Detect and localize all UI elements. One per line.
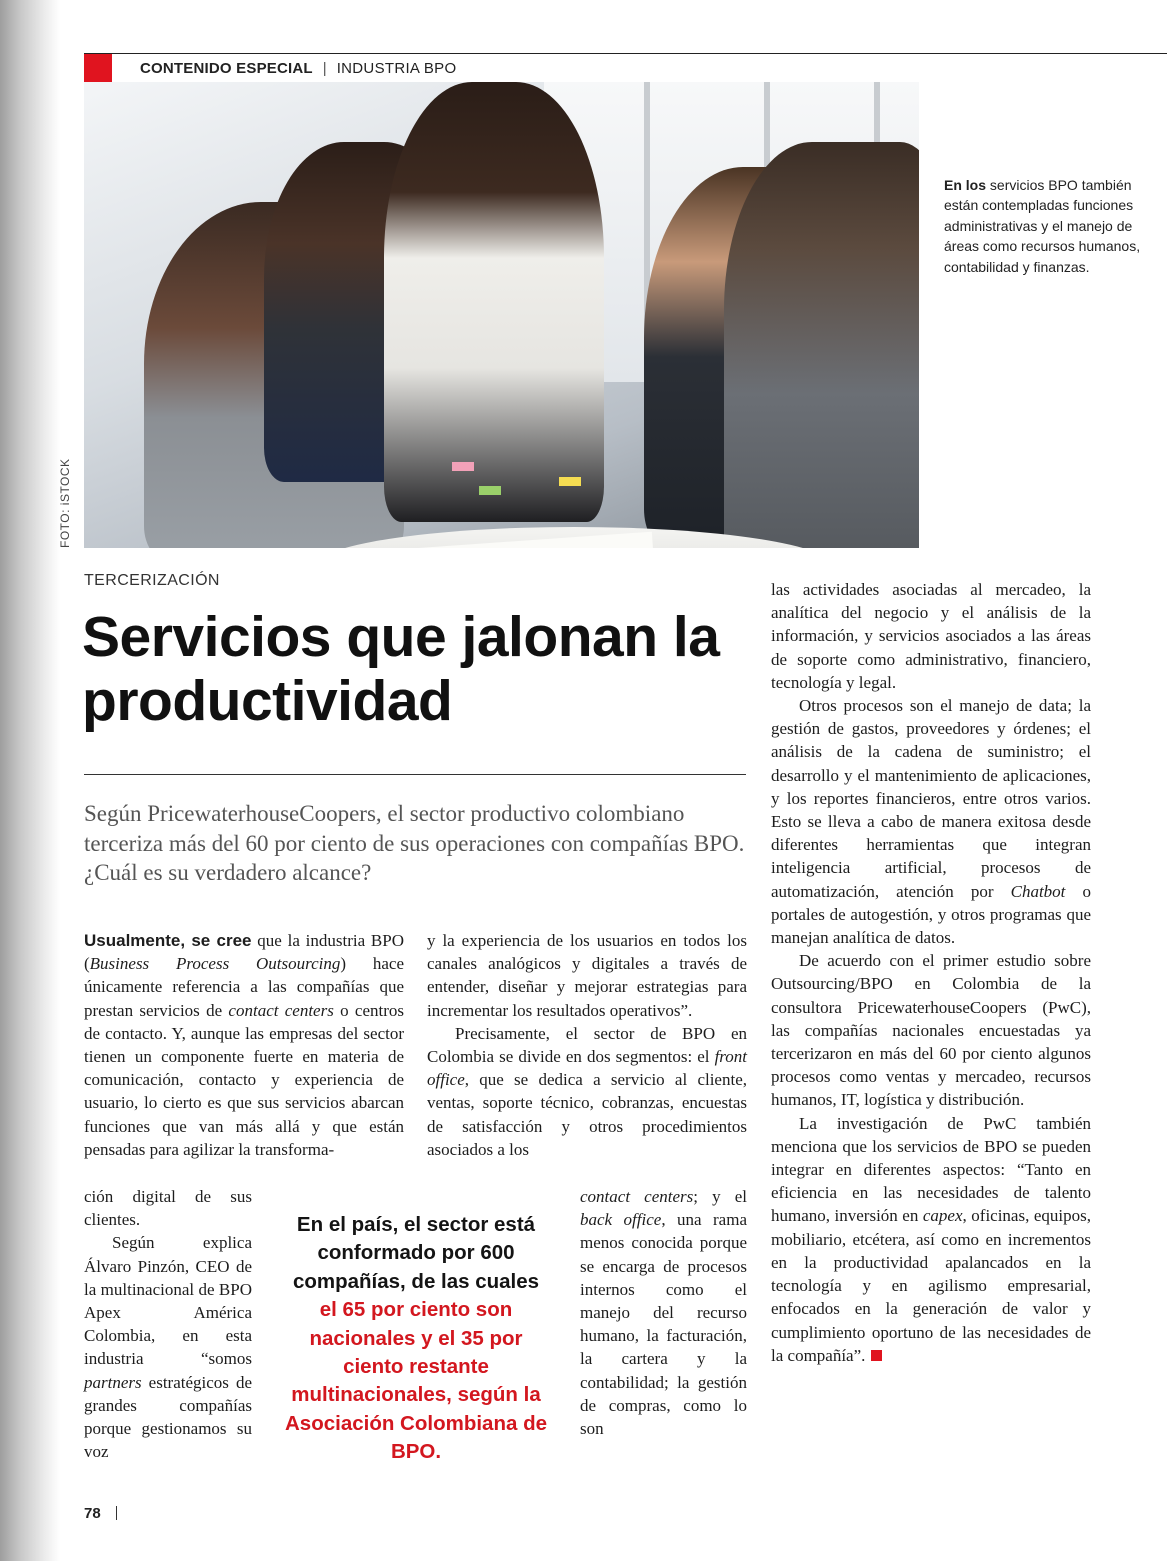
- paragraph: La investigación de PwC también menciona que los servicios de BPO se pueden integrar en diferentes aspectos: “Tanto en eficiencia en las necesidades de talento humano, inversión en capex, oficinas, equipos, mobiliario, etcétera, así como en incrementos en la productividad apalancados en la tecnología y en agilismo empresarial, enfocados en la generación de valor y cumplimiento oportuno de las necesidades de la compañía”.: [771, 1113, 1091, 1365]
- headline-rule: [84, 774, 746, 775]
- body-column-1: [84, 929, 404, 1161]
- photo-credit: FOTO: iSTOCK: [58, 458, 72, 548]
- paragraph: De acuerdo con el primer estudio sobre Outsourcing/BPO en Colombia de la consultora PricewaterhouseCoopers (PwC), las compañías nacionales encuestadas ya tercerizaron en más del 60 por ciento algunos procesos como ventas y mercadeo, recursos humanos, IT, logística y distribución.: [771, 951, 1091, 1110]
- paragraph: Otros procesos son el manejo de data; la gestión de gastos, proveedores y órdenes; el análisis de la cadena de suministro; el desarrollo y el mantenimiento de aplicaciones, y los reportes financieros, entre otros varios. Esto se lleva a cabo de manera exitosa desde diferentes herramientas que integran inteligencia artificial, procesos de automatización, atención por Chatbot o portales de autogestión, y otros programas que manejan analítica de datos.: [771, 696, 1091, 948]
- page-gutter-shadow: [0, 0, 60, 1561]
- end-of-article-mark: [871, 1350, 882, 1361]
- article-headline: Servicios que jalonan la productividad: [82, 605, 720, 733]
- paragraph: y la experiencia de los usuarios en todos los canales analógicos y digitales a través de entender, diseñar y mejorar estrategias para incrementar los resultados operativos”.: [427, 931, 747, 1020]
- photo-person-standing: [384, 82, 604, 522]
- page-number: 78: [84, 1505, 101, 1522]
- photo-person-foreground: [724, 142, 919, 548]
- header-rule: [84, 53, 1167, 54]
- paragraph: contact centers; y el back office, una rama menos conocida porque se encarga de procesos internos como el manejo del recurso humano, la facturación, la cartera y la contabilidad; la gestión de compras, como lo son: [580, 1187, 747, 1439]
- header-separator: |: [322, 60, 327, 77]
- pull-quote-red-text: el 65 por ciento son nacionales y el 35 por ciento restante multinacionales, según la Asociación Colombiana de BPO.: [285, 1298, 547, 1464]
- paragraph: Precisamente, el sector de BPO en Colombia se divide en dos segmentos: el front office, que se dedica a servicio al cliente, ventas, soporte técnico, cobranzas, encuestas de satisfacción y otros procedimientos asociados a los: [427, 1023, 747, 1159]
- section-label: CONTENIDO ESPECIAL: [140, 60, 313, 77]
- running-header: [140, 60, 456, 77]
- pull-quote-black-text: En el país, el sector está conformado por 600 compañías, de las cuales: [292, 1213, 540, 1293]
- article-dek: Según PricewaterhouseCoopers, el sector productivo colombiano terceriza más del 60 por ciento de sus operaciones con compañías BPO. ¿Cuál es su verdadero alcance?: [84, 801, 745, 885]
- body-column-2: [427, 929, 747, 1161]
- topic-label: INDUSTRIA BPO: [336, 60, 457, 77]
- body-column-1-continued: [84, 1185, 252, 1463]
- paragraph: las actividades asociadas al mercadeo, la analítica del negocio y el análisis de la información, y servicios asociados a las áreas de soporte como administrativo, financiero, tecnología y legal.: [771, 580, 1091, 692]
- paragraph: ción digital de sus clientes.: [84, 1187, 252, 1230]
- paragraph: Usualmente, se cree que la industria BPO (Business Process Outsourcing) hace únicamente referencia a las compañías que prestan servicios de contact centers o centros de contacto. Y, aunque las empresas del sector tienen un componente fuerte en materia de comunicación, contacto y experiencia de usuario, lo cierto es que sus servicios abarcan funciones que van más allá y que están pensadas para agilizar la transforma-: [84, 931, 404, 1159]
- paragraph: Según explica Álvaro Pinzón, CEO de la multinacional de BPO Apex América Colombia, en esta industria “somos partners estratégicos de grandes compañías porque gestionamos su voz: [84, 1233, 252, 1462]
- article-kicker: TERCERIZACIÓN: [84, 572, 220, 589]
- body-column-2-continued: [580, 1185, 747, 1440]
- section-color-tab: [84, 54, 112, 82]
- body-column-3: [771, 578, 1091, 1367]
- caption-lead: En los: [944, 177, 987, 193]
- caption-text: servicios BPO también están contempladas funciones administrativas y el manejo de áreas como recursos humanos, contabilidad y finanzas.: [944, 177, 1141, 275]
- folio-separator: [116, 1506, 117, 1520]
- lead-photo: [84, 82, 919, 548]
- photo-caption: [944, 175, 1144, 277]
- pull-quote: [282, 1211, 550, 1467]
- lead-in: Usualmente, se cree: [84, 931, 252, 950]
